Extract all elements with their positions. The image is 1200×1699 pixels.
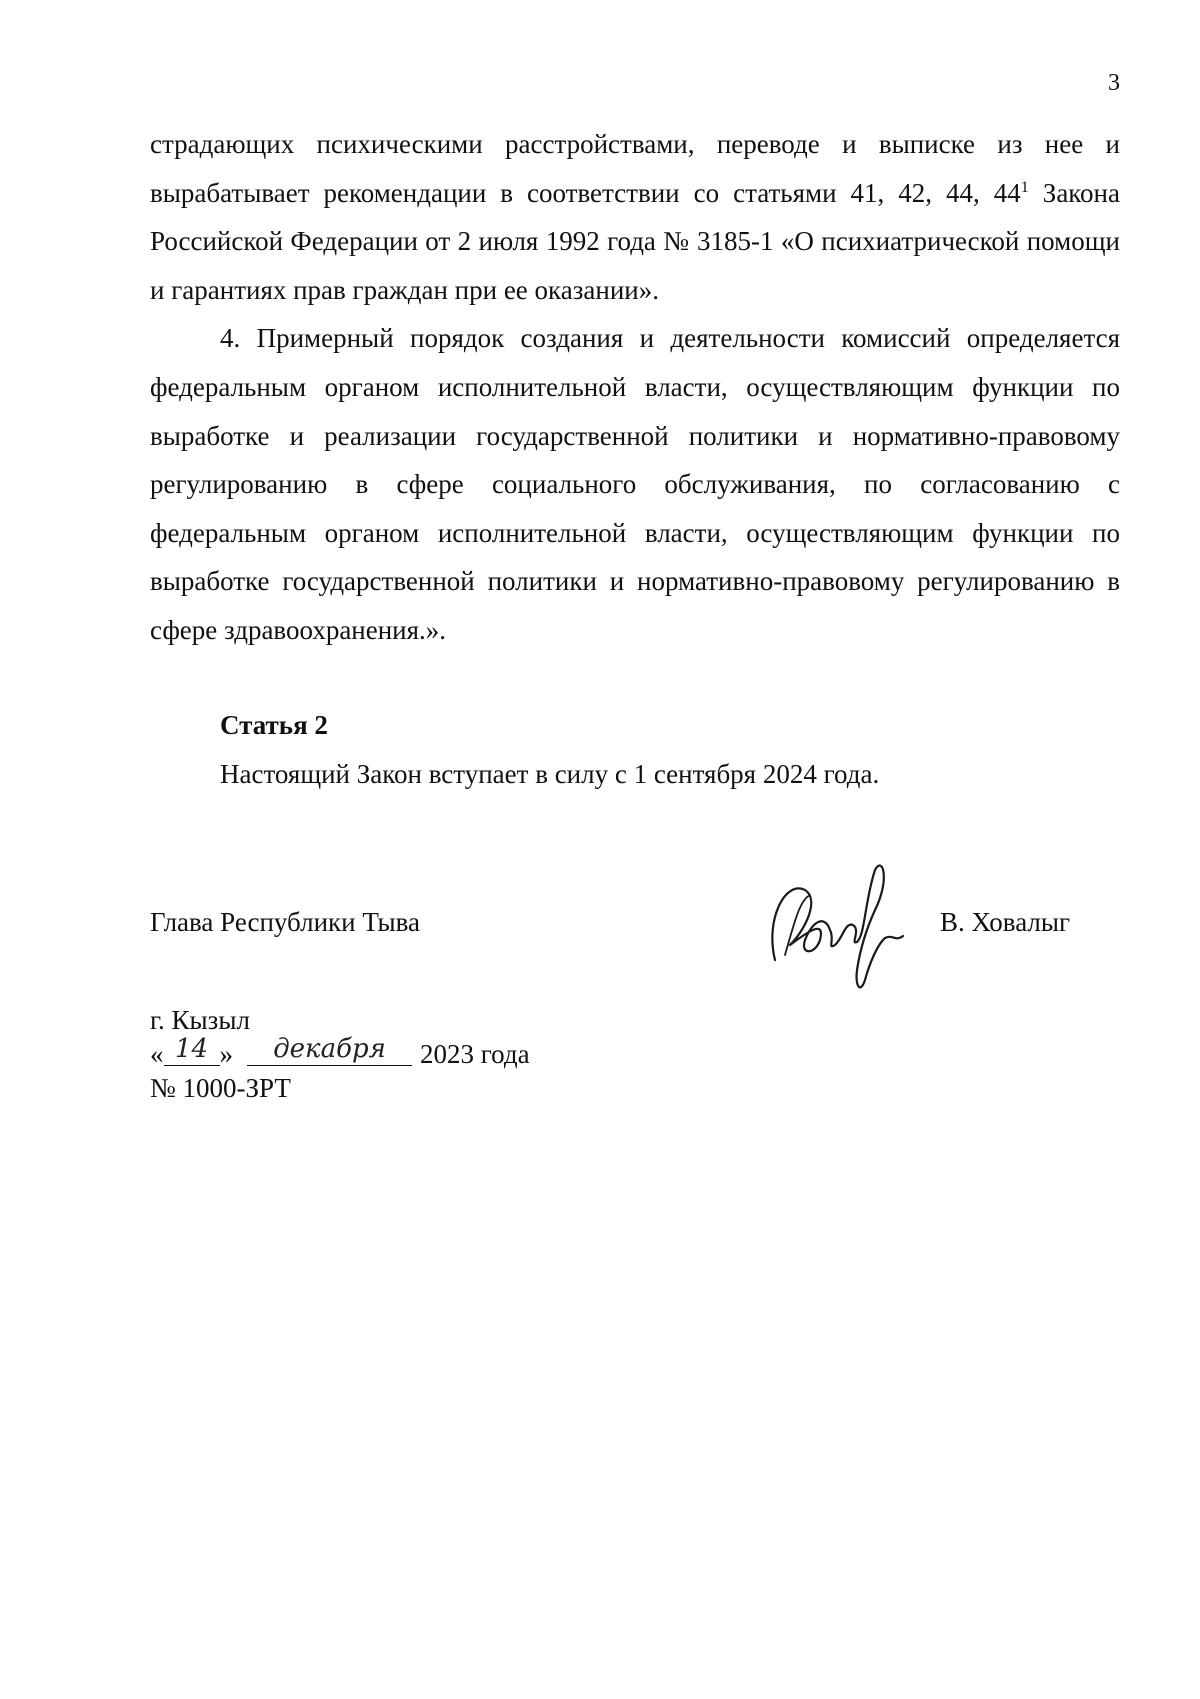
day-blank (164, 1034, 220, 1066)
paragraph-1 (150, 120, 1120, 314)
handwritten-signature (765, 860, 915, 1000)
day-handwritten: 14 (174, 1034, 209, 1064)
article-heading: Статья 2 (220, 710, 328, 740)
date-line (150, 1034, 530, 1071)
paragraph-1-text-a: страдающих психическими расстройствами, переводе и выписке из нее и вырабатывает рекомендации в соответствии со статьями 41, 42, 44, 44 (150, 129, 1120, 208)
body-text (150, 120, 1120, 655)
signer-name: В. Ховалыг (940, 907, 1071, 937)
superscript-1: 1 (1020, 178, 1029, 196)
article-text: Настоящий Закон вступает в силу с 1 сентября 2024 года. (220, 759, 880, 789)
law-number: № 1000-ЗРТ (150, 1073, 291, 1103)
quote-open: « (150, 1039, 164, 1069)
page-number: 3 (1108, 70, 1120, 96)
place: г. Кызыл (150, 1005, 250, 1035)
signer-title: Глава Республики Тыва (150, 907, 421, 937)
paragraph-1-text-b: Закона Российской Федерации от 2 июля 1992 года № 3185-1 «О психиатрической помощи и гарантиях прав граждан при ее оказании». (150, 177, 1120, 305)
year-text: 2023 года (420, 1039, 530, 1069)
paragraph-2: 4. Примерный порядок создания и деятельности комиссий определяется федеральным органом исполнительной власти, осуществляющим функции по выработке и реализации государственной политики и нормативно-правовому регулированию в сфере социального обслуживания, по согласованию с федеральным органом исполнительной власти, осуществляющим функции по выработке государственной политики и нормативно-правовому регулированию в сфере здравоохранения.». (150, 323, 1120, 645)
month-handwritten: декабря (273, 1034, 386, 1064)
month-blank (247, 1034, 412, 1066)
quote-close: » (219, 1039, 233, 1069)
